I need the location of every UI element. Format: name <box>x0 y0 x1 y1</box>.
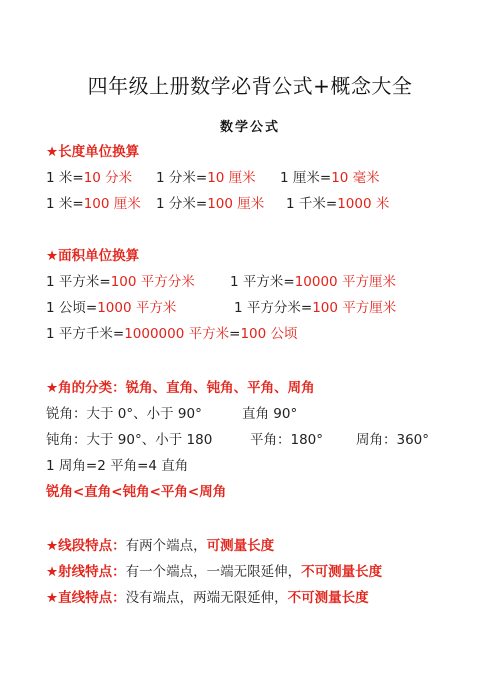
line-property: ★线段特点：有两个端点，可测量长度 <box>46 538 275 554</box>
length-row-2 <box>46 192 480 212</box>
length-heading: ★长度单位换算 <box>46 144 140 160</box>
line-property: ★直线特点：没有端点，两端无限延伸，不可测量长度 <box>46 590 369 606</box>
formula-item: 1 分米=10 厘米 <box>156 170 256 186</box>
line-property: ★射线特点：有一个端点，一端无限延伸，不可测量长度 <box>46 564 383 580</box>
formula-item: 1 分米=100 厘米 <box>156 196 265 212</box>
formula-item: 1 米=10 分米 <box>46 170 133 186</box>
angle-row-2 <box>46 428 480 448</box>
area-row-1 <box>46 270 480 290</box>
angle-row-1 <box>46 402 480 422</box>
formula-item: 1 厘米=10 毫米 <box>280 170 380 186</box>
angle-row-4 <box>46 480 480 500</box>
right-angle-def: 直角 90° <box>242 406 298 422</box>
straight-line-row <box>46 586 480 606</box>
formula-item: 1 千米=1000 米 <box>286 196 390 212</box>
angle-row-3 <box>46 454 480 474</box>
angle-relation: 1 周角=2 平角=4 直角 <box>46 458 189 474</box>
formula-item: 1 平方分米=100 平方厘米 <box>234 300 397 316</box>
formula-item: 1 公顷=1000 平方米 <box>46 300 177 316</box>
straight-angle-def: 平角：180° <box>250 432 324 448</box>
area-heading: ★面积单位换算 <box>46 248 140 264</box>
formula-item: 1 米=100 厘米 <box>46 196 141 212</box>
formula-item: 1 平方米=10000 平方厘米 <box>230 274 396 290</box>
acute-angle-def: 锐角：大于 0°、小于 90° <box>46 406 202 422</box>
formula-item: 1 平方千米=1000000 平方米=100 公顷 <box>46 326 298 342</box>
area-row-2 <box>46 296 480 316</box>
angle-heading: ★角的分类：锐角、直角、钝角、平角、周角 <box>46 380 315 396</box>
angle-order: 锐角<直角<钝角<平角<周角 <box>46 484 227 500</box>
segment-row <box>46 534 480 554</box>
full-angle-def: 周角：360° <box>356 432 430 448</box>
length-row-1 <box>46 166 480 186</box>
obtuse-angle-def: 钝角：大于 90°、小于 180 <box>46 432 213 448</box>
ray-row <box>46 560 480 580</box>
area-row-3 <box>46 322 480 342</box>
formula-item: 1 平方米=100 平方分米 <box>46 274 195 290</box>
section-subtitle: 数学公式 <box>219 120 280 135</box>
document-title: 四年级上册数学必背公式+概念大全 <box>87 74 413 98</box>
